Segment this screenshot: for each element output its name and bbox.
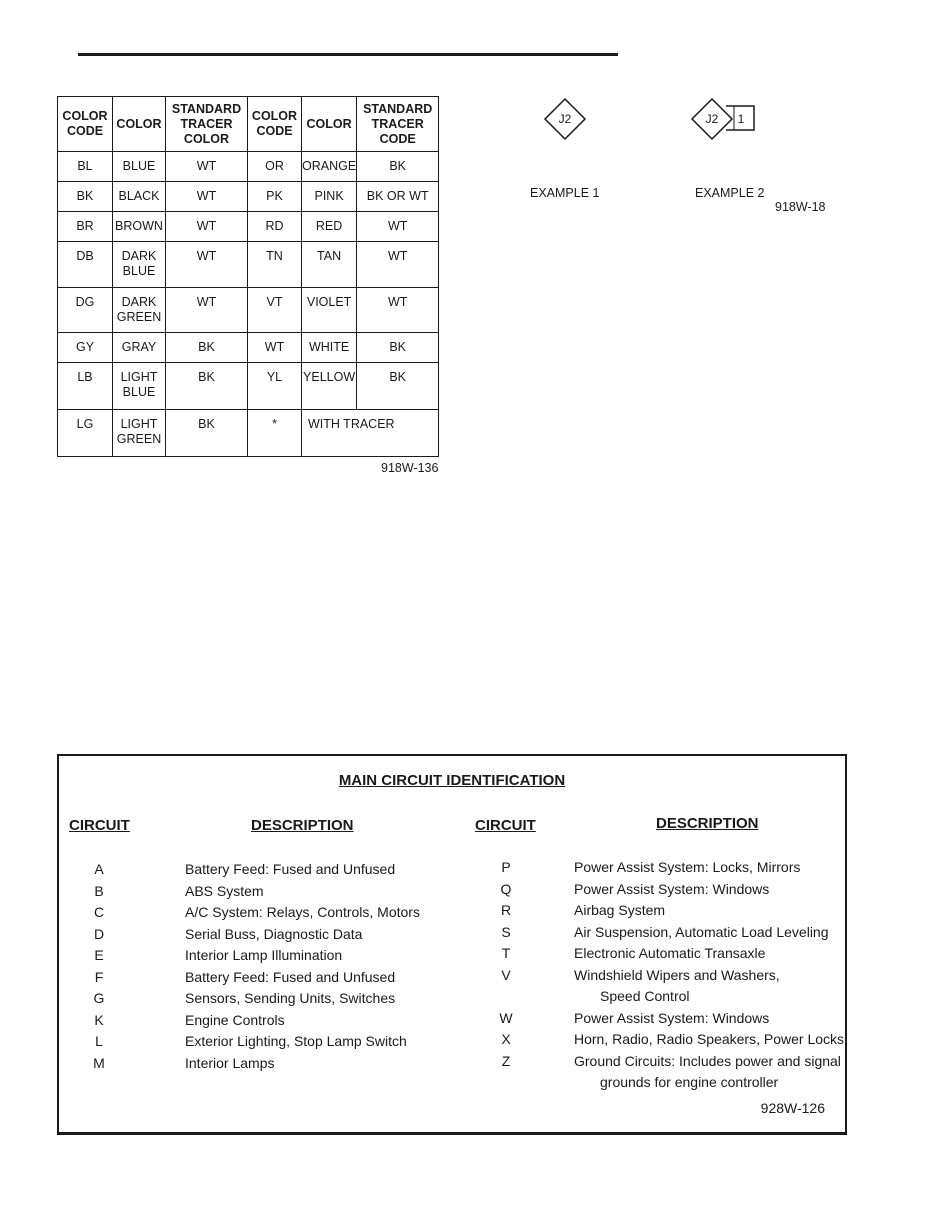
tracer-code-cell: WT bbox=[357, 288, 439, 333]
table-row bbox=[58, 410, 439, 457]
tracer-code-cell: BK OR WT bbox=[357, 182, 439, 212]
color-code-cell: GY bbox=[58, 333, 113, 363]
tracer-color-cell: WT bbox=[166, 242, 248, 288]
circuit-description: ABS System bbox=[185, 882, 264, 899]
color-name-line: BLUE bbox=[122, 159, 156, 173]
circuit-description: A/C System: Relays, Controls, Motors bbox=[185, 904, 420, 920]
color-code-cell: BL bbox=[58, 152, 113, 182]
tracer-color-cell: WT bbox=[166, 288, 248, 333]
table-row bbox=[58, 333, 439, 363]
header-tracer-code: STANDARD TRACER CODE bbox=[357, 97, 439, 152]
color-name-line: DARK bbox=[121, 249, 157, 263]
circuit-code: E bbox=[94, 947, 104, 963]
circuit-code: C bbox=[93, 904, 105, 920]
color-name-cell bbox=[113, 288, 166, 333]
left-circuit-header: CIRCUIT bbox=[69, 817, 130, 834]
color-code-cell: OR bbox=[248, 152, 302, 182]
color-code-cell: TN bbox=[248, 242, 302, 288]
circuit-code: P bbox=[501, 859, 511, 875]
color-name-cell bbox=[113, 152, 166, 182]
color-name-cell bbox=[113, 212, 166, 242]
circuit-code: B bbox=[94, 882, 104, 899]
main-circuit-figure-code: 928W-126 bbox=[760, 1100, 825, 1116]
color-name-line: BROWN bbox=[115, 219, 163, 233]
color-name-line: BLACK bbox=[118, 189, 160, 203]
tracer-code-cell: BK bbox=[357, 152, 439, 182]
circuit-code: K bbox=[94, 1011, 104, 1028]
color-name-cell bbox=[113, 182, 166, 212]
circuit-code: Z bbox=[501, 1052, 511, 1069]
color-name-line: BLUE bbox=[122, 264, 156, 278]
table-row bbox=[58, 152, 439, 182]
color-code-cell: BR bbox=[58, 212, 113, 242]
color-code-cell: * bbox=[248, 410, 302, 457]
header-color-code-1: COLOR CODE bbox=[58, 97, 113, 152]
color-name-line: DARK bbox=[121, 295, 157, 309]
circuit-code: W bbox=[499, 1009, 513, 1026]
tracer-code-cell: WT bbox=[357, 212, 439, 242]
circuit-description: Electronic Automatic Transaxle bbox=[574, 945, 766, 961]
color-code-cell: YL bbox=[248, 363, 302, 410]
tracer-color-cell: WT bbox=[166, 212, 248, 242]
color-name-cell: WHITE bbox=[302, 333, 357, 363]
circuit-code: X bbox=[501, 1031, 511, 1047]
right-description-header: DESCRIPTION bbox=[656, 815, 759, 832]
tracer-color-cell: BK bbox=[166, 410, 248, 457]
color-name-line: GREEN bbox=[116, 432, 162, 446]
circuit-code: T bbox=[501, 945, 511, 961]
circuit-code: D bbox=[93, 925, 105, 942]
table-header-row bbox=[58, 97, 439, 152]
circuit-description: Power Assist System: Windows bbox=[574, 880, 770, 897]
circuit-code: G bbox=[93, 990, 105, 1006]
circuit-description-continued: grounds for engine controller bbox=[600, 1074, 779, 1090]
circuit-code-spacer bbox=[494, 1072, 518, 1094]
color-name-cell: RED bbox=[302, 212, 357, 242]
color-code-cell: WT bbox=[248, 333, 302, 363]
table-row bbox=[58, 182, 439, 212]
tracer-color-cell: WT bbox=[166, 182, 248, 212]
example-1-connector-label: J2 bbox=[558, 112, 572, 126]
color-name-cell bbox=[113, 333, 166, 363]
circuit-description: Battery Feed: Fused and Unfused bbox=[185, 968, 396, 985]
table-row bbox=[58, 212, 439, 242]
circuit-description: Exterior Lighting, Stop Lamp Switch bbox=[185, 1033, 407, 1049]
color-name-line: GRAY bbox=[121, 340, 157, 354]
color-name-line: BLUE bbox=[122, 385, 156, 399]
left-circuit-codes bbox=[87, 859, 111, 1074]
circuit-description: Engine Controls bbox=[185, 1011, 285, 1028]
color-table-figure-code: 918W-136 bbox=[381, 461, 439, 475]
color-name-line: LIGHT bbox=[120, 370, 158, 384]
color-name-cell bbox=[113, 410, 166, 457]
color-code-cell: BK bbox=[58, 182, 113, 212]
circuit-code: M bbox=[93, 1054, 105, 1071]
table-row bbox=[58, 242, 439, 288]
circuit-code: S bbox=[501, 923, 511, 940]
circuit-description-continued: Speed Control bbox=[600, 988, 690, 1004]
color-name-cell: PINK bbox=[302, 182, 357, 212]
color-code-cell: DB bbox=[58, 242, 113, 288]
circuit-description: Interior Lamp Illumination bbox=[185, 947, 343, 963]
right-circuit-header: CIRCUIT bbox=[475, 817, 536, 834]
circuit-description: Power Assist System: Windows bbox=[574, 1009, 770, 1026]
circuit-description: Serial Buss, Diagnostic Data bbox=[185, 925, 363, 942]
tracer-color-cell: BK bbox=[166, 363, 248, 410]
color-name-line: LIGHT bbox=[120, 417, 158, 431]
circuit-description: Horn, Radio, Radio Speakers, Power Locks bbox=[574, 1031, 845, 1047]
color-code-cell: LB bbox=[58, 363, 113, 410]
connector-pin-diamond-icon bbox=[690, 97, 760, 141]
header-tracer-color: STANDARD TRACER COLOR bbox=[166, 97, 248, 152]
header-color-2: COLOR bbox=[302, 97, 357, 152]
circuit-description: Air Suspension, Automatic Load Leveling bbox=[574, 923, 829, 940]
tracer-color-cell: BK bbox=[166, 333, 248, 363]
example-1-label: EXAMPLE 1 bbox=[530, 186, 600, 200]
tracer-color-cell: WT bbox=[166, 152, 248, 182]
circuit-code: R bbox=[500, 902, 512, 918]
circuit-description: Airbag System bbox=[574, 902, 666, 918]
color-code-table bbox=[57, 96, 439, 457]
circuit-description: Ground Circuits: Includes power and signal bbox=[574, 1052, 841, 1069]
color-name-cell: TAN bbox=[302, 242, 357, 288]
header-color-code-2: COLOR CODE bbox=[248, 97, 302, 152]
circuit-description: Sensors, Sending Units, Switches bbox=[185, 990, 396, 1006]
circuit-code: F bbox=[94, 968, 104, 985]
circuit-description: Power Assist System: Locks, Mirrors bbox=[574, 859, 801, 875]
right-circuit-codes bbox=[494, 857, 518, 1094]
circuit-description: Battery Feed: Fused and Unfused bbox=[185, 861, 396, 877]
main-circuit-title: MAIN CIRCUIT IDENTIFICATION bbox=[338, 772, 566, 789]
circuit-code: L bbox=[95, 1033, 103, 1049]
circuit-code: V bbox=[501, 966, 511, 983]
circuit-description: Windshield Wipers and Washers, bbox=[574, 966, 780, 983]
left-circuit-descriptions bbox=[185, 859, 420, 1074]
main-circuit-box bbox=[57, 754, 847, 1135]
color-name-cell bbox=[113, 363, 166, 410]
color-code-cell: RD bbox=[248, 212, 302, 242]
color-name-cell: YELLOW bbox=[302, 363, 357, 410]
table-row bbox=[58, 288, 439, 333]
right-circuit-descriptions bbox=[574, 857, 844, 1094]
color-code-cell: VT bbox=[248, 288, 302, 333]
header-color-1: COLOR bbox=[113, 97, 166, 152]
circuit-code-spacer bbox=[494, 986, 518, 1008]
example-2-label: EXAMPLE 2 bbox=[695, 186, 765, 200]
circuit-code: Q bbox=[500, 880, 512, 897]
table-row bbox=[58, 363, 439, 410]
top-rule bbox=[78, 53, 618, 56]
tracer-note-cell: WITH TRACER bbox=[302, 410, 439, 457]
tracer-code-cell: BK bbox=[357, 333, 439, 363]
example-2-connector-label: J2 bbox=[705, 112, 719, 126]
tracer-code-cell: BK bbox=[357, 363, 439, 410]
example-2-pin-label: 1 bbox=[737, 112, 745, 126]
examples-figure-code: 918W-18 bbox=[775, 200, 826, 214]
color-code-cell: LG bbox=[58, 410, 113, 457]
color-name-cell: VIOLET bbox=[302, 288, 357, 333]
color-name-cell: ORANGE bbox=[302, 152, 357, 182]
color-name-line: GREEN bbox=[116, 310, 162, 324]
circuit-description: Interior Lamps bbox=[185, 1054, 275, 1071]
circuit-code: A bbox=[94, 861, 104, 877]
color-code-cell: PK bbox=[248, 182, 302, 212]
left-description-header: DESCRIPTION bbox=[251, 817, 354, 834]
color-name-cell bbox=[113, 242, 166, 288]
connector-diamond-icon bbox=[543, 97, 587, 141]
tracer-code-cell: WT bbox=[357, 242, 439, 288]
color-code-cell: DG bbox=[58, 288, 113, 333]
